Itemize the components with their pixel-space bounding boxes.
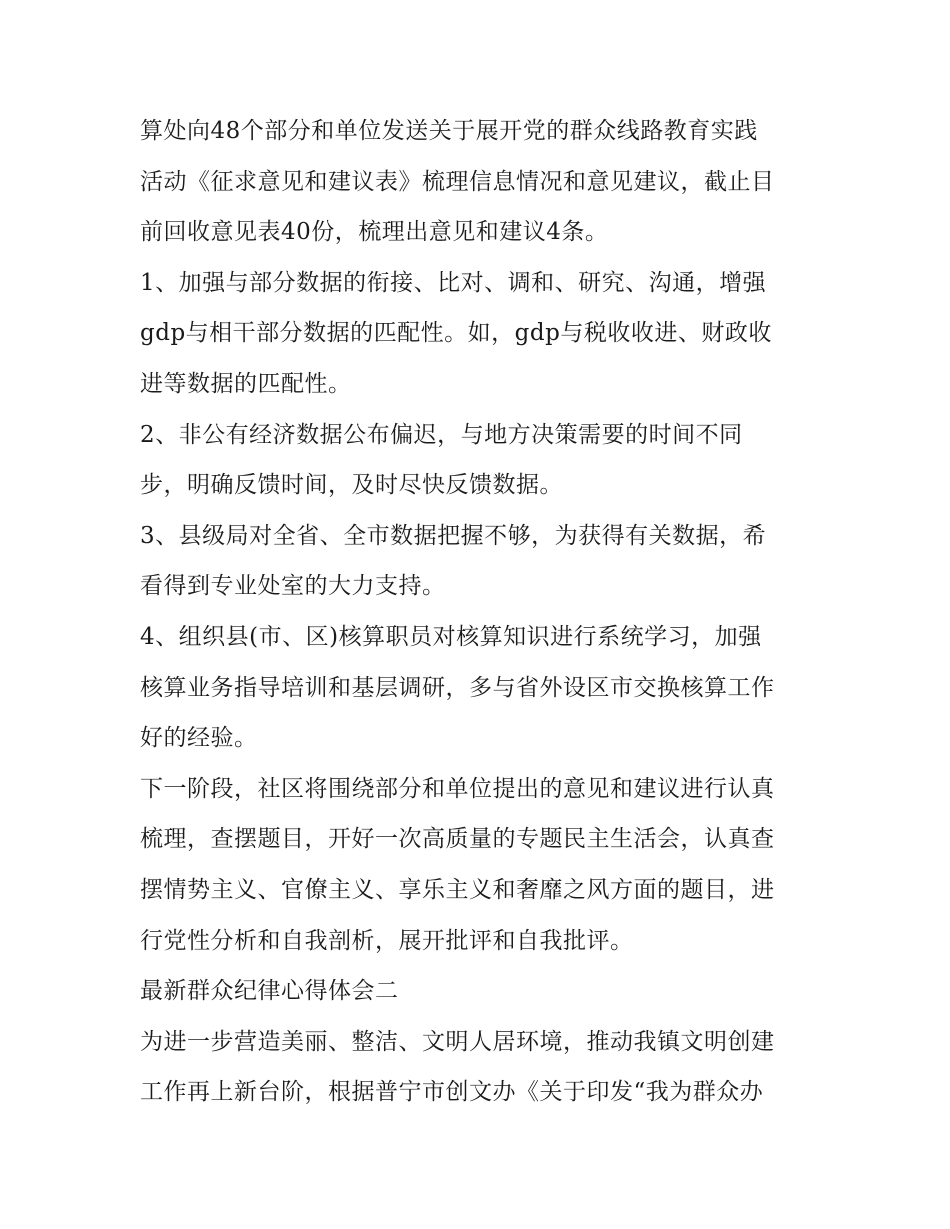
- text-line: 活动《征求意见和建议表》梳理信息情况和意见建议，截止目: [140, 168, 775, 195]
- text-line: gdp与相干部分数据的匹配性。如，gdp与税收收进、财政收: [140, 320, 772, 347]
- text-line: 工作再上新台阶，根据普宁市创文办《关于印发“我为群众办: [140, 1079, 764, 1106]
- section-heading: 最新群众纪律心得体会二: [140, 978, 399, 1005]
- text-line: 步，明确反馈时间，及时尽快反馈数据。: [140, 472, 563, 499]
- text-line: 行党性分析和自我剖析，展开批评和自我批评。: [140, 927, 634, 954]
- text-line: 2、非公有经济数据公布偏迟，与地方决策需要的时间不同: [140, 421, 743, 448]
- text-line: 看得到专业处室的大力支持。: [140, 573, 446, 600]
- text-line: 梳理，查摆题目，开好一次高质量的专题民主生活会，认真查: [140, 826, 775, 853]
- text-line: 4、组织县(市、区)核算职员对核算知识进行系统学习，加强: [140, 623, 762, 650]
- text-line: 核算业务指导培训和基层调研，多与省外设区市交换核算工作: [140, 674, 775, 701]
- text-line: 为进一步营造美丽、整洁、文明人居环境，推动我镇文明创建: [140, 1028, 775, 1055]
- document-body: [140, 106, 830, 1118]
- text-line: 1、加强与部分数据的衔接、比对、调和、研究、沟通，增强: [140, 269, 767, 296]
- text-line: 3、县级局对全省、全市数据把握不够，为获得有关数据，希: [140, 522, 767, 549]
- text-line: 好的经验。: [140, 725, 258, 752]
- text-line: 下一阶段，社区将围绕部分和单位提出的意见和建议进行认真: [140, 775, 775, 802]
- text-line: 进等数据的匹配性。: [140, 370, 352, 397]
- text-line: 算处向48个部分和单位发送关于展开党的群众线路教育实践: [140, 118, 758, 144]
- text-line: 摆情势主义、官僚主义、享乐主义和奢靡之风方面的题目，进: [140, 876, 775, 903]
- text-line: 前回收意见表40份，梳理出意见和建议4条。: [140, 219, 609, 246]
